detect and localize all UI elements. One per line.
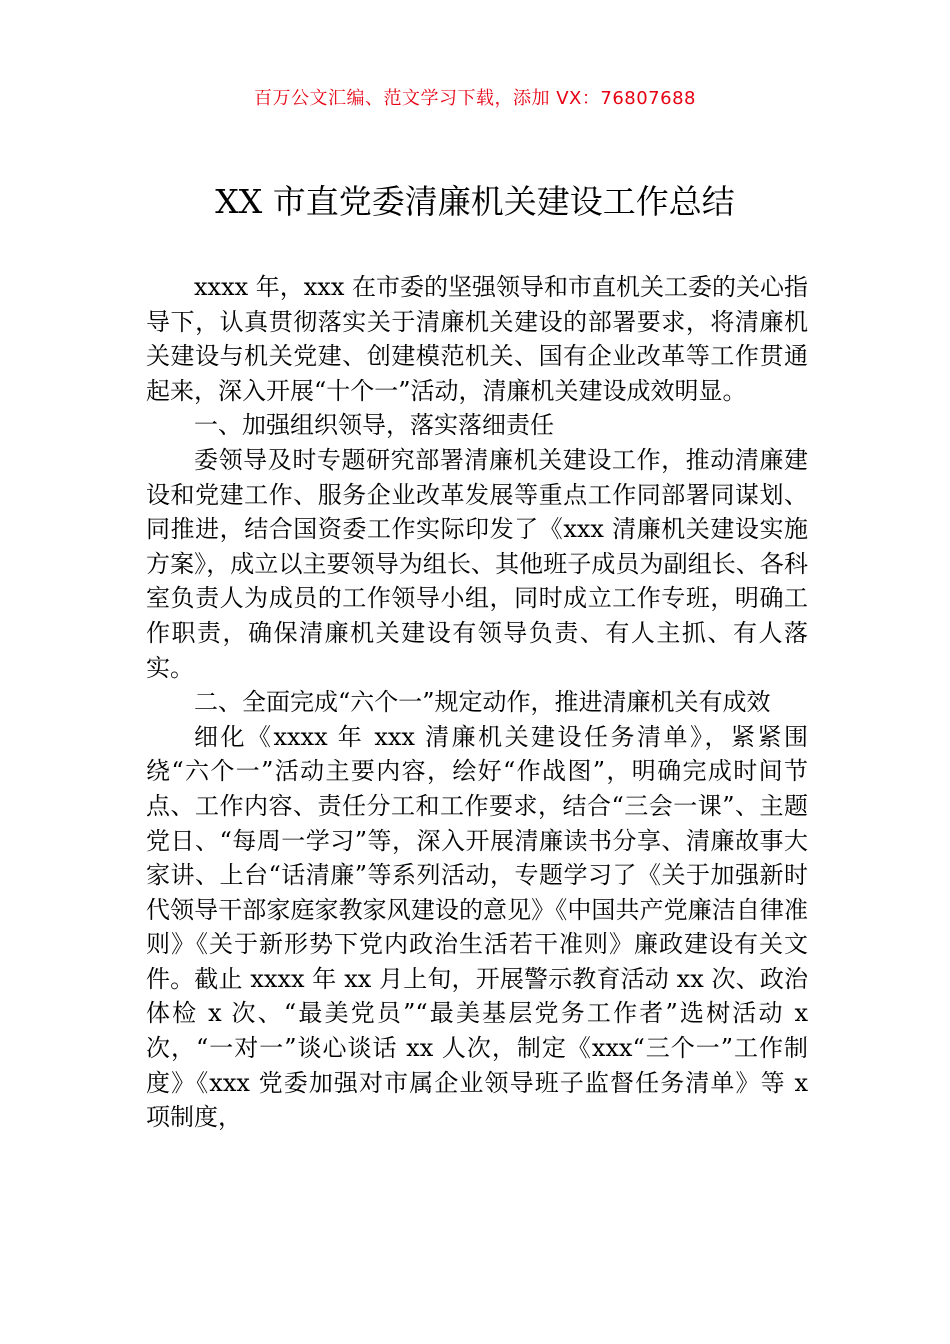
header-banner: 百万公文汇编、范文学习下载，添加 VX：76807688 bbox=[254, 88, 696, 109]
intro-paragraph: xxxx 年，xxx 在市委的坚强领导和市直机关工委的关心指导下，认真贯彻落实关于清廉机关建设的部署要求，将清廉机关建设与机关党建、创建模范机关、国有企业改革等工作贯通起来，深入开展“十个一”活动，清廉机关建设成效明显。 bbox=[146, 273, 809, 405]
section-2-paragraph: 细化《xxxx 年 xxx 清廉机关建设任务清单》，紧紧围绕“六个一”活动主要内容，绘好“作战图”，明确完成时间节点、工作内容、责任分工和工作要求，结合“三会一课”、主题党日、“每周一学习”等，深入开展清廉读书分享、清廉故事大家讲、上台“话清廉”等系列活动，专题学习了《关于加强新时代领导干部家庭家教家风建设的意见》《中国共产党廉洁自律准则》《关于新形势下党内政治生活若干准则》廉政建设有关文件。截止 xxxx 年 xx 月上旬，开展警示教育活动 xx 次、政治体检 x 次、“最美党员”“最美基层党务工作者”选树活动 x 次，“一对一”谈心谈话 xx 人次，制定《xxx“三个一”工作制度》《xxx 党委加强对市属企业领导班子监督任务清单》等 x 项制度， bbox=[146, 722, 808, 1132]
document-body bbox=[146, 270, 808, 1135]
section-heading-1: 一、加强组织领导，落实落细责任 bbox=[194, 411, 554, 440]
section-1-paragraph: 委领导及时专题研究部署清廉机关建设工作，推动清廉建设和党建工作、服务企业改革发展等重点工作同部署同谋划、同推进，结合国资委工作实际印发了《xxx 清廉机关建设实施方案》，成立以主要领导为组长、其他班子成员为副组长、各科室负责人为成员的工作领导小组，同时成立工作专班，明确工作职责，确保清廉机关建设有领导负责、有人主抓、有人落实。 bbox=[146, 445, 808, 682]
document-title: XX 市直党委清廉机关建设工作总结 bbox=[215, 182, 735, 221]
section-heading-2: 二、全面完成“六个一”规定动作，推进清廉机关有成效 bbox=[194, 688, 771, 717]
